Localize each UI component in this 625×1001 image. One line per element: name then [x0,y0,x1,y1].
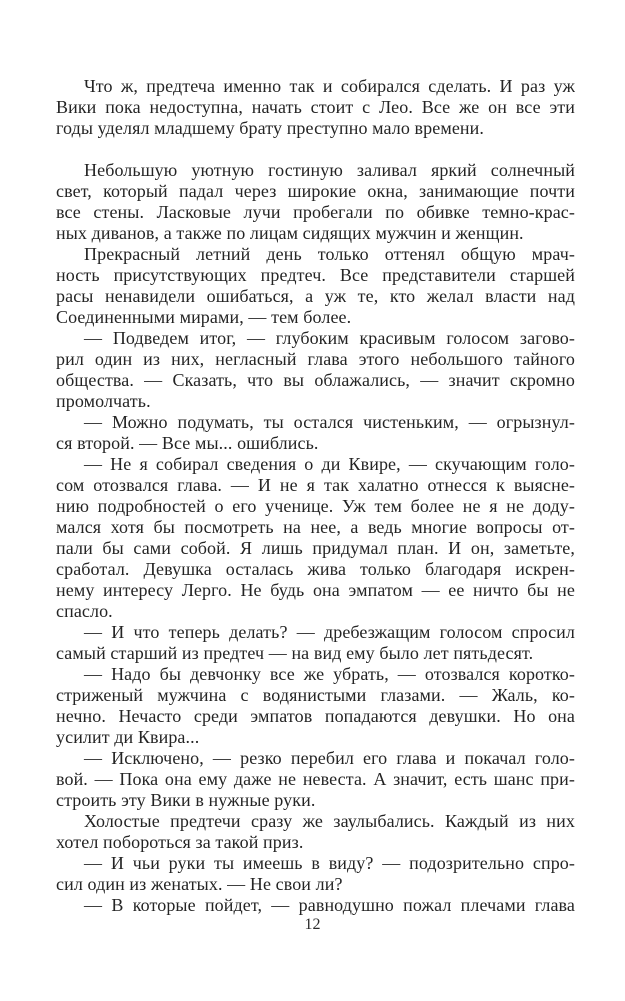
text-line: Холостые предтечи сразу же заулыбались. Каждый из них [84,811,575,831]
text-line: — В которые пойдет, — равнодушно пожал плечами глава [84,895,575,915]
paragraph [56,454,575,622]
text-line: стриженый мужчина с водянистыми глазами. — Жаль, ко- [56,685,575,705]
text-block [56,76,575,916]
text-line: — И чьи руки ты имеешь в виду? — подозрительно спро- [84,853,575,873]
text-line: нему интересу Лерго. Не будь она эмпатом — ее ничто бы не [56,580,575,600]
text-line: годы уделял младшему брату преступно мало времени. [56,118,484,138]
paragraph [56,853,575,895]
text-line: общества. — Сказать, что вы облажались, — значит скромно [56,370,575,390]
text-line: расы ненавидели ошибаться, а уж те, кто желал власти над [56,286,575,306]
text-line: свет, который падал через широкие окна, занимающие почти [56,181,575,201]
text-line: Что ж, предтеча именно так и собирался сделать. И раз уж [84,76,575,96]
paragraph [56,76,575,139]
text-line: Прекрасный летний день только оттенял общую мрач- [84,244,575,264]
paragraph [56,622,575,664]
text-line: Вики пока недоступна, начать стоит с Лео. Все же он все эти [56,97,575,117]
paragraph [56,811,575,853]
text-line: сработал. Девушка осталась жива только благодаря искрен- [56,559,575,579]
text-line: пали бы сами собой. Я лишь придумал план. И он, заметьте, [56,538,575,558]
paragraph [56,244,575,328]
text-line: самый старший из предтеч — на вид ему было лет пятьдесят. [56,643,534,663]
text-line: ность присутствующих предтеч. Все представители старшей [56,265,575,285]
text-line: сил один из женатых. — Не свои ли? [56,874,343,894]
text-line: хотел побороться за такой приз. [56,832,304,852]
text-line: сом отозвался глава. — И не я так халатно отнесся к выясне- [56,475,575,495]
text-line: — Надо бы девчонку все же убрать, — отозвался коротко- [84,664,575,684]
paragraph [56,895,575,916]
text-line: строить эту Вики в нужные руки. [56,790,316,810]
page-number: 12 [304,916,321,933]
text-line: — Исключено, — резко перебил его глава и покачал голо- [84,748,575,768]
text-line: рил один из них, негласный глава этого небольшого тайного [56,349,575,369]
text-line: — Подведем итог, — глубоким красивым голосом загово- [84,328,575,348]
text-line: нию подробностей о его ученице. Уж тем более не я не доду- [56,496,575,516]
text-line: Соединенными мирами, — тем более. [56,307,352,327]
text-line: — Не я собирал сведения о ди Квире, — скучающим голо- [84,454,575,474]
paragraph [56,160,575,244]
text-line: нечно. Нечасто среди эмпатов попадаются девушки. Но она [56,706,575,726]
paragraph [56,664,575,748]
text-line: — И что теперь делать? — дребезжащим голосом спросил [84,622,575,642]
text-line: Небольшую уютную гостиную заливал яркий солнечный [84,160,575,180]
text-line: вой. — Пока она ему даже не невеста. А значит, есть шанс при- [56,769,575,789]
text-line: промолчать. [56,391,151,411]
text-line: — Можно подумать, ты остался чистеньким, — огрызнул- [84,412,575,432]
text-line: усилит ди Квира... [56,727,200,747]
paragraph [56,412,575,454]
text-line: ся второй. — Все мы... ошиблись. [56,433,319,453]
paragraph [56,748,575,811]
paragraph [56,328,575,412]
text-line: все стены. Ласковые лучи пробегали по обивке темно-крас- [56,202,575,222]
text-line: ных диванов, а также по лицам сидящих мужчин и женщин. [56,223,524,243]
text-line: спасло. [56,601,113,621]
text-line: мался хотя бы посмотреть на нее, а ведь многие вопросы от- [56,517,575,537]
